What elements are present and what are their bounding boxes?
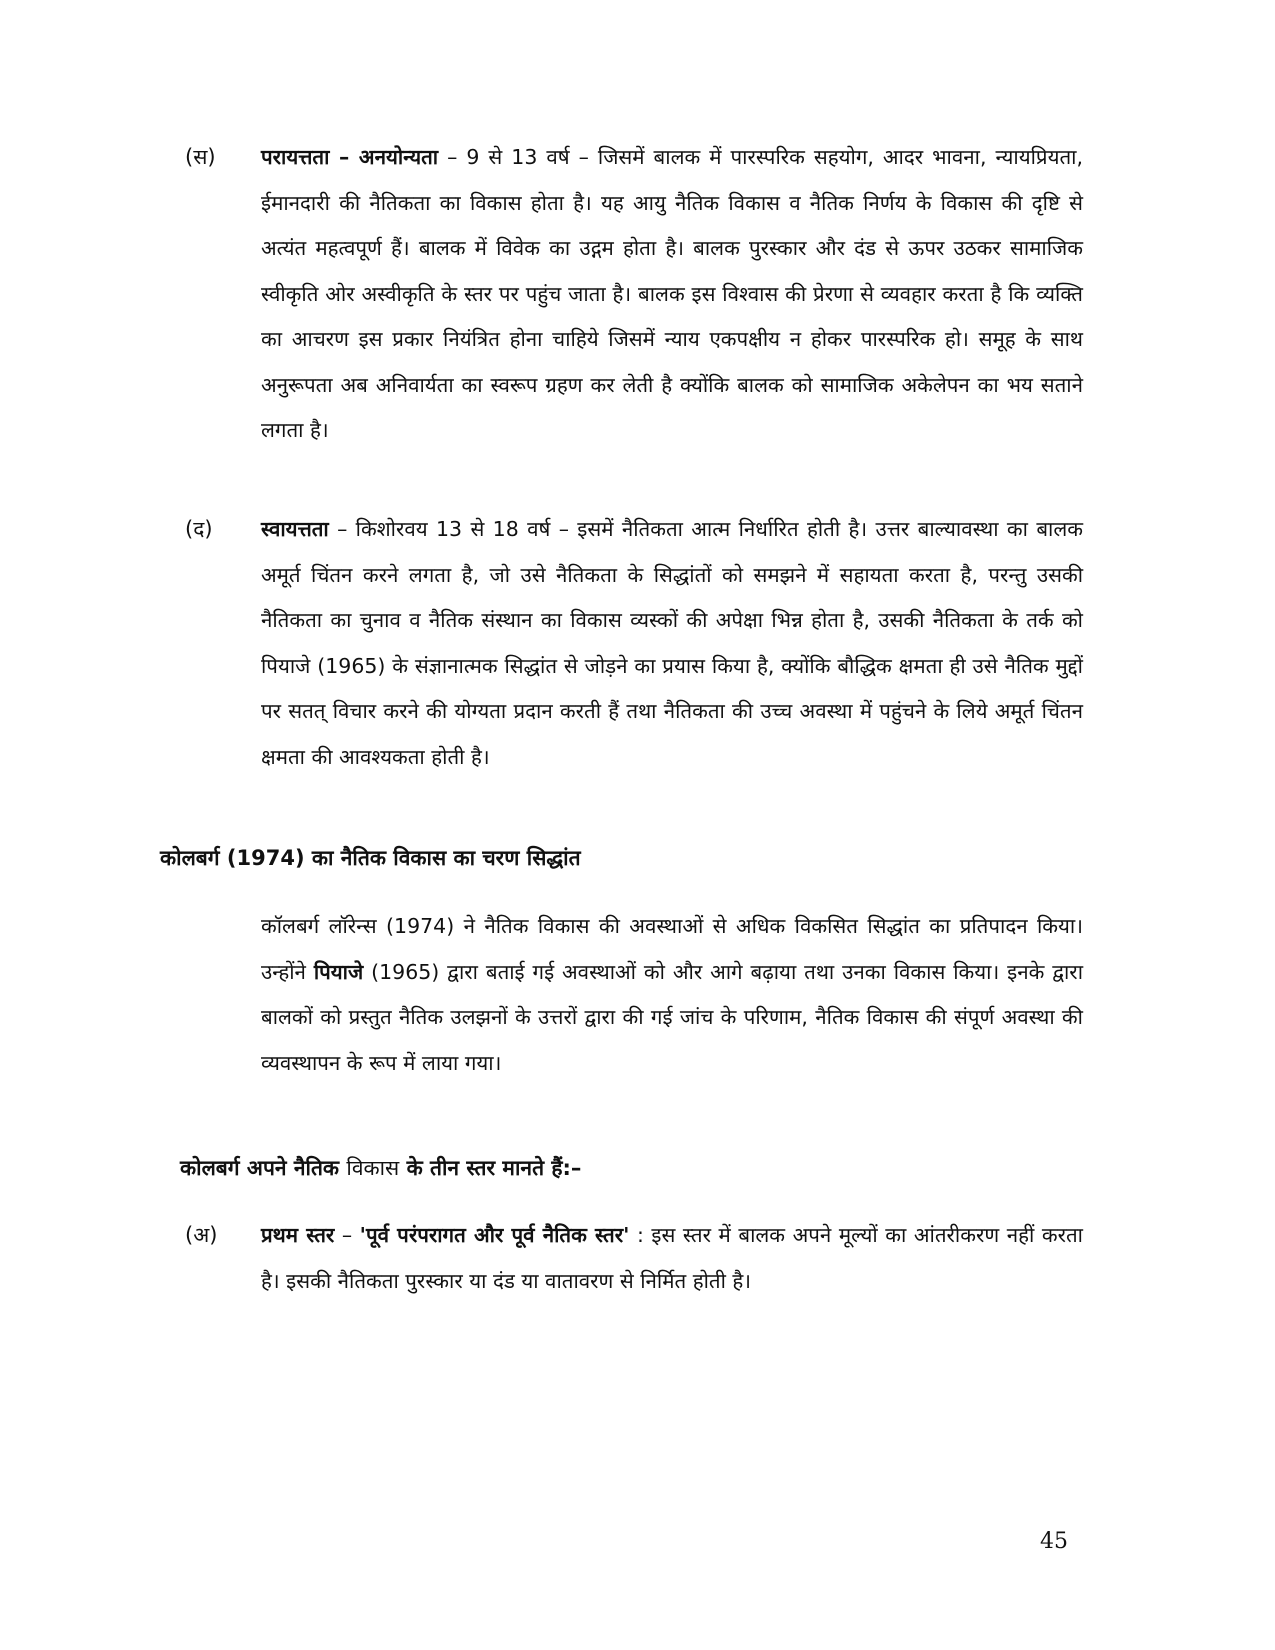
item-body	[261, 135, 1083, 454]
subheading-part: विकास	[346, 1156, 400, 1180]
paragraph-text: कॉलबर्ग लॉरेन्स (1974) ने नैतिक विकास की अवस्थाओं से अधिक विकसित सिद्धांत का प्रतिपादन किया। उन्होंने	[261, 914, 1083, 984]
list-item-a	[185, 1213, 1085, 1304]
dash: –	[334, 1223, 360, 1247]
item-text: : इस स्तर में बालक अपने मूल्यों का आंतरीकरण नहीं करता है। इसकी नैतिकता पुरस्कार या दंड या वातावरण से निर्मित होती है।	[261, 1223, 1083, 1293]
item-body	[261, 507, 1083, 780]
bold-name: पियाजे	[313, 959, 364, 984]
section-heading: कोलबर्ग (1974) का नैतिक विकास का चरण सिद्धांत	[160, 846, 581, 870]
paragraph	[261, 904, 1083, 1086]
item-body	[261, 1213, 1083, 1304]
item-text: – किशोरवय 13 से 18 वर्ष – इसमें नैतिकता आत्म निर्धारित होती है। उत्तर बाल्यावस्था का बालक अमूर्त चिंतन करने लगता है, जो उसे नैतिकता के सिद्धांतों को समझने में सहायता करता है, परन्तु उसकी नैतिकता का चुनाव व नैतिक संस्थान का विकास व्यस्कों की अपेक्षा भिन्न होता है, उसकी नैतिकता के तर्क को पियाजे (1965) के संज्ञानात्मक सिद्धांत से जोड़ने का प्रयास किया है, क्योंकि बौद्धिक क्षमता ही उसे नैतिक मुद्दों पर सतत् विचार करने की योग्यता प्रदान करती हैं तथा नैतिकता की उच्च अवस्था में पहुंचने के लिये अमूर्त चिंतन क्षमता की आवश्यकता होती है।	[261, 517, 1083, 769]
list-item-da	[185, 507, 1085, 780]
item-term: प्रथम स्तर	[261, 1223, 335, 1247]
list-item-sa	[185, 135, 1085, 454]
item-quote: 'पूर्व परंपरागत और पूर्व नैतिक स्तर'	[359, 1223, 630, 1247]
item-marker: (द)	[185, 517, 213, 541]
subheading-part: कोलबर्ग अपने नैतिक	[180, 1156, 347, 1180]
paragraph-text: (1965) द्वारा बताई गई अवस्थाओं को और आगे बढ़ाया तथा उनका विकास किया। इनके द्वारा बालकों को प्रस्तुत नैतिक उलझनों के उत्तरों द्वारा की गई जांच के परिणाम, नैतिक विकास की संपूर्ण अवस्था की व्यवस्थापन के रूप में लाया गया।	[261, 959, 1083, 1075]
item-marker: (अ)	[185, 1223, 218, 1247]
item-term: स्वायत्तता	[261, 517, 329, 541]
subheading	[180, 1148, 581, 1188]
item-term: परायत्तता – अनयोन्यता	[261, 145, 439, 169]
item-text: – 9 से 13 वर्ष – जिसमें बालक में पारस्परिक सहयोग, आदर भावना, न्यायप्रियता, ईमानदारी की नैतिकता का विकास होता है। यह आयु नैतिक विकास व नैतिक निर्णय के विकास की दृष्टि से अत्यंत महत्वपूर्ण हैं। बालक में विवेक का उद्गम होता है। बालक पुरस्कार और दंड से ऊपर उठकर सामाजिक स्वीकृति ओर अस्वीकृति के स्तर पर पहुंच जाता है। बालक इस विश्वास की प्रेरणा से व्यवहार करता है कि व्यक्ति का आचरण इस प्रकार नियंत्रित होना चाहिये जिसमें न्याय एकपक्षीय न होकर पारस्परिक हो। समूह के साथ अनुरूपता अब अनिवार्यता का स्वरूप ग्रहण कर लेती है क्योंकि बालक को सामाजिक अकेलेपन का भय सताने लगता है।	[261, 145, 1083, 442]
page-number: 45	[1040, 1529, 1068, 1554]
item-marker: (स)	[185, 145, 216, 169]
subheading-part: के तीन स्तर मानते हैं:–	[399, 1156, 582, 1180]
